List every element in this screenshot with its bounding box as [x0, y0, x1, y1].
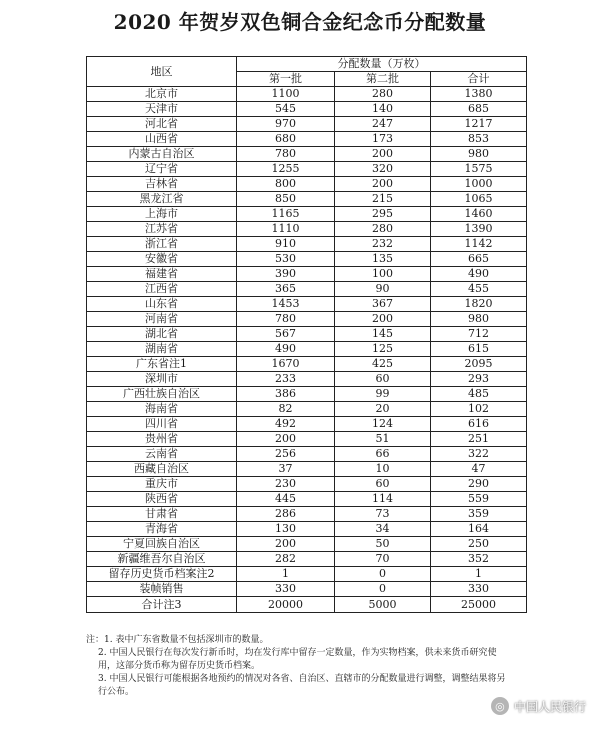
table-row: [87, 552, 527, 567]
cell-total: 47: [431, 462, 527, 477]
cell-total: 1: [431, 567, 527, 582]
cell-region: 青海省: [87, 522, 237, 537]
cell-region: 北京市: [87, 87, 237, 102]
cell-total: 322: [431, 447, 527, 462]
cell-region: 合计注3: [87, 597, 237, 613]
notes-prefix: 注：: [86, 635, 105, 645]
cell-region: 吉林省: [87, 177, 237, 192]
cell-batch2: 280: [335, 87, 431, 102]
cell-region: 山西省: [87, 132, 237, 147]
table-row: [87, 282, 527, 297]
cell-batch2: 200: [335, 177, 431, 192]
cell-batch2: 232: [335, 237, 431, 252]
cell-total: 490: [431, 267, 527, 282]
cell-batch2: 425: [335, 357, 431, 372]
cell-batch2: 34: [335, 522, 431, 537]
cell-batch1: 780: [237, 312, 335, 327]
cell-batch1: 545: [237, 102, 335, 117]
cell-total: 2095: [431, 357, 527, 372]
cell-total: 359: [431, 507, 527, 522]
cell-batch1: 20000: [237, 597, 335, 613]
header-batch1: 第一批: [237, 72, 335, 87]
cell-batch2: 145: [335, 327, 431, 342]
cell-region: 天津市: [87, 102, 237, 117]
table-row: [87, 522, 527, 537]
cell-total: 250: [431, 537, 527, 552]
allocation-table: [86, 56, 527, 613]
header-group: 分配数量（万枚）: [237, 57, 527, 72]
cell-total: 1575: [431, 162, 527, 177]
table-row: [87, 372, 527, 387]
cell-region: 海南省: [87, 402, 237, 417]
cell-total: 293: [431, 372, 527, 387]
cell-batch1: 1453: [237, 297, 335, 312]
cell-batch1: 37: [237, 462, 335, 477]
cell-total: 1390: [431, 222, 527, 237]
cell-region: 四川省: [87, 417, 237, 432]
cell-batch1: 1110: [237, 222, 335, 237]
cell-batch2: 20: [335, 402, 431, 417]
cell-batch1: 286: [237, 507, 335, 522]
cell-region: 西藏自治区: [87, 462, 237, 477]
cell-batch2: 367: [335, 297, 431, 312]
cell-total: 980: [431, 147, 527, 162]
cell-region: 宁夏回族自治区: [87, 537, 237, 552]
table-row: [87, 192, 527, 207]
cell-region: 内蒙古自治区: [87, 147, 237, 162]
cell-total: 251: [431, 432, 527, 447]
cell-batch1: 910: [237, 237, 335, 252]
table-row: [87, 597, 527, 613]
cell-batch1: 82: [237, 402, 335, 417]
table-row: [87, 387, 527, 402]
table-row: [87, 432, 527, 447]
cell-batch2: 247: [335, 117, 431, 132]
watermark: [491, 697, 586, 715]
cell-total: 559: [431, 492, 527, 507]
cell-total: 1460: [431, 207, 527, 222]
cell-batch2: 215: [335, 192, 431, 207]
page-title: 2020 年贺岁双色铜合金纪念币分配数量: [113, 10, 487, 34]
cell-batch2: 114: [335, 492, 431, 507]
cell-batch1: 1100: [237, 87, 335, 102]
cell-batch1: 233: [237, 372, 335, 387]
cell-total: 712: [431, 327, 527, 342]
table-row: [87, 252, 527, 267]
cell-total: 330: [431, 582, 527, 597]
cell-batch1: 365: [237, 282, 335, 297]
cell-batch1: 850: [237, 192, 335, 207]
cell-batch2: 50: [335, 537, 431, 552]
cell-region: 云南省: [87, 447, 237, 462]
cell-total: 1380: [431, 87, 527, 102]
header-region: 地区: [87, 57, 237, 87]
cell-total: 665: [431, 252, 527, 267]
cell-batch1: 230: [237, 477, 335, 492]
table-body: [87, 87, 527, 613]
cell-total: 1217: [431, 117, 527, 132]
cell-total: 685: [431, 102, 527, 117]
cell-total: 980: [431, 312, 527, 327]
cell-batch2: 73: [335, 507, 431, 522]
cell-region: 甘肃省: [87, 507, 237, 522]
cell-batch2: 0: [335, 567, 431, 582]
cell-batch1: 490: [237, 342, 335, 357]
table-row: [87, 447, 527, 462]
cell-total: 102: [431, 402, 527, 417]
table-row: [87, 327, 527, 342]
table-row: [87, 117, 527, 132]
cell-batch2: 140: [335, 102, 431, 117]
cell-batch2: 124: [335, 417, 431, 432]
table-row: [87, 537, 527, 552]
cell-batch1: 492: [237, 417, 335, 432]
cell-total: 1000: [431, 177, 527, 192]
cell-total: 1142: [431, 237, 527, 252]
cell-region: 辽宁省: [87, 162, 237, 177]
cell-batch1: 200: [237, 537, 335, 552]
cell-region: 福建省: [87, 267, 237, 282]
table-row: [87, 222, 527, 237]
cell-batch2: 51: [335, 432, 431, 447]
cell-batch2: 70: [335, 552, 431, 567]
cell-batch2: 66: [335, 447, 431, 462]
cell-batch2: 60: [335, 477, 431, 492]
cell-total: 485: [431, 387, 527, 402]
cell-region: 安徽省: [87, 252, 237, 267]
table-row: [87, 132, 527, 147]
cell-total: 853: [431, 132, 527, 147]
cell-region: 留存历史货币档案注2: [87, 567, 237, 582]
table-row: [87, 477, 527, 492]
cell-region: 江西省: [87, 282, 237, 297]
table-row: [87, 492, 527, 507]
cell-region: 广西壮族自治区: [87, 387, 237, 402]
cell-total: 455: [431, 282, 527, 297]
cell-batch1: 530: [237, 252, 335, 267]
cell-batch2: 100: [335, 267, 431, 282]
table-row: [87, 162, 527, 177]
cell-batch1: 970: [237, 117, 335, 132]
cell-region: 重庆市: [87, 477, 237, 492]
cell-batch1: 1: [237, 567, 335, 582]
cell-batch1: 1670: [237, 357, 335, 372]
cell-batch2: 10: [335, 462, 431, 477]
table-row: [87, 507, 527, 522]
cell-total: 615: [431, 342, 527, 357]
cell-batch1: 256: [237, 447, 335, 462]
cell-region: 陕西省: [87, 492, 237, 507]
table-row: [87, 462, 527, 477]
cell-total: 1820: [431, 297, 527, 312]
cell-batch1: 1165: [237, 207, 335, 222]
watermark-text: 中国人民银行: [513, 699, 586, 714]
cell-total: 25000: [431, 597, 527, 613]
cell-batch1: 567: [237, 327, 335, 342]
cell-batch2: 0: [335, 582, 431, 597]
table-row: [87, 207, 527, 222]
table-row: [87, 357, 527, 372]
cell-region: 装帧销售: [87, 582, 237, 597]
cell-region: 湖南省: [87, 342, 237, 357]
cell-batch2: 320: [335, 162, 431, 177]
cell-batch1: 680: [237, 132, 335, 147]
table-row: [87, 267, 527, 282]
cell-batch1: 780: [237, 147, 335, 162]
table-row: [87, 342, 527, 357]
cell-total: 290: [431, 477, 527, 492]
note-3a: 3. 中国人民银行可能根据各地预约的情况对各省、自治区、直辖市的分配数量进行调整，调整结果将另: [98, 674, 506, 684]
cell-batch1: 445: [237, 492, 335, 507]
cell-region: 黑龙江省: [87, 192, 237, 207]
table-header-row: [87, 57, 527, 72]
cell-region: 广东省注1: [87, 357, 237, 372]
header-total: 合计: [431, 72, 527, 87]
table-row: [87, 147, 527, 162]
table-row: [87, 417, 527, 432]
note-2a: 2. 中国人民银行在每次发行新币时，均在发行库中留存一定数量，作为实物档案，供未来货币研究使: [98, 648, 497, 658]
table-row: [87, 582, 527, 597]
cell-batch1: 282: [237, 552, 335, 567]
wechat-logo-icon: ◎: [491, 697, 509, 715]
cell-batch2: 5000: [335, 597, 431, 613]
cell-batch1: 130: [237, 522, 335, 537]
cell-total: 352: [431, 552, 527, 567]
cell-batch2: 60: [335, 372, 431, 387]
note-1: 1. 表中广东省数量不包括深圳市的数量。: [104, 635, 269, 645]
cell-batch1: 800: [237, 177, 335, 192]
cell-total: 1065: [431, 192, 527, 207]
cell-region: 湖北省: [87, 327, 237, 342]
cell-batch2: 173: [335, 132, 431, 147]
cell-region: 新疆维吾尔自治区: [87, 552, 237, 567]
note-2b: 用，这部分货币称为留存历史货币档案。: [98, 661, 261, 671]
cell-batch2: 200: [335, 312, 431, 327]
table-row: [87, 312, 527, 327]
cell-batch2: 280: [335, 222, 431, 237]
table-row: [87, 102, 527, 117]
note-3b: 行公布。: [98, 687, 135, 697]
table-row: [87, 237, 527, 252]
cell-batch2: 135: [335, 252, 431, 267]
footnotes: [86, 634, 526, 699]
cell-region: 深圳市: [87, 372, 237, 387]
cell-batch2: 295: [335, 207, 431, 222]
cell-region: 贵州省: [87, 432, 237, 447]
header-batch2: 第二批: [335, 72, 431, 87]
cell-region: 河南省: [87, 312, 237, 327]
cell-batch2: 125: [335, 342, 431, 357]
table-row: [87, 402, 527, 417]
table-row: [87, 567, 527, 582]
table-row: [87, 177, 527, 192]
cell-batch2: 99: [335, 387, 431, 402]
cell-region: 江苏省: [87, 222, 237, 237]
table-row: [87, 87, 527, 102]
cell-total: 164: [431, 522, 527, 537]
cell-batch2: 90: [335, 282, 431, 297]
cell-batch1: 330: [237, 582, 335, 597]
cell-region: 上海市: [87, 207, 237, 222]
cell-batch2: 200: [335, 147, 431, 162]
cell-region: 山东省: [87, 297, 237, 312]
cell-batch1: 390: [237, 267, 335, 282]
cell-total: 616: [431, 417, 527, 432]
cell-batch1: 200: [237, 432, 335, 447]
cell-batch1: 1255: [237, 162, 335, 177]
cell-region: 浙江省: [87, 237, 237, 252]
table-row: [87, 297, 527, 312]
cell-batch1: 386: [237, 387, 335, 402]
cell-region: 河北省: [87, 117, 237, 132]
